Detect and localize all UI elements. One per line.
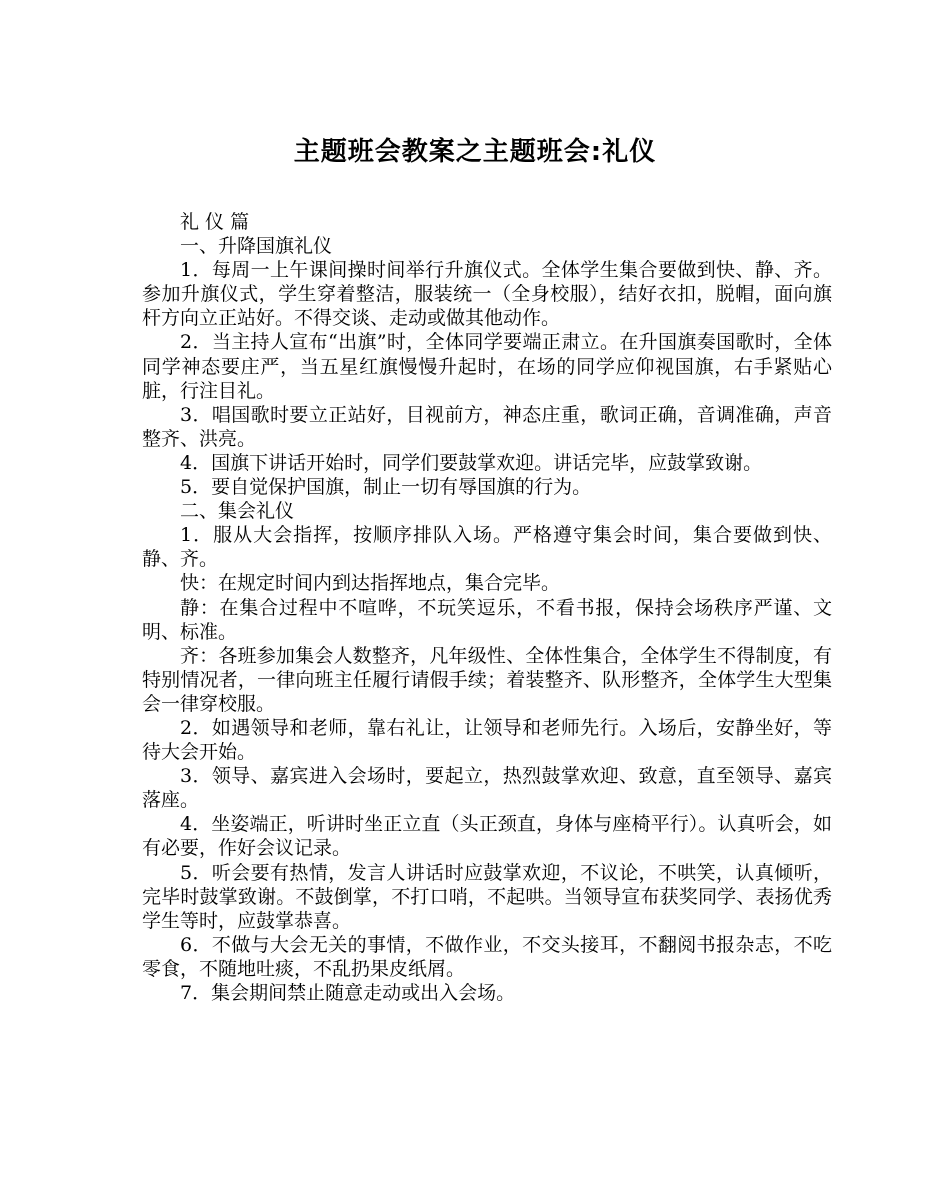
paragraph: 3．领导、嘉宾进入会场时，要起立，热烈鼓掌欢迎、致意，直至领导、嘉宾落座。 (142, 765, 832, 812)
paragraph: 1．服从大会指挥，按顺序排队入场。严格遵守集会时间，集合要做到快、静、齐。 (142, 524, 832, 571)
paragraph: 4．坐姿端正，听讲时坐正立直（头正颈直，身体与座椅平行）。认真听会，如有必要，作好会议记录。 (142, 813, 832, 860)
section-heading-assembly: 二、集会礼仪 (180, 500, 295, 523)
section-heading-flag-ceremony: 一、升降国旗礼仪 (180, 235, 333, 258)
paragraph: 快：在规定时间内到达指挥地点，集合完毕。 (180, 572, 561, 595)
document-title: 主题班会教案之主题班会:礼仪 (293, 137, 657, 167)
paragraph: 2．如遇领导和老师，靠右礼让，让领导和老师先行。入场后，安静坐好，等待大会开始。 (142, 716, 832, 764)
paragraph: 2．当主持人宣布“出旗”时，全体同学要端正肃立。在升国旗奏国歌时，全体同学神态要庄严，当五星红旗慢慢升起时，在场的同学应仰视国旗，右手紧贴心脏，行注目礼。 (142, 331, 832, 402)
paragraph: 5．要自觉保护国旗，制止一切有辱国旗的行为。 (180, 476, 592, 499)
section-heading-etiquette: 礼 仪 篇 (180, 211, 250, 233)
paragraph: 5．听会要有热情，发言人讲话时应鼓掌欢迎，不议论，不哄笑，认真倾听，完毕时鼓掌致谢。不鼓倒掌，不打口哨，不起哄。当领导宣布获奖同学、表扬优秀学生等时，应鼓掌恭喜。 (142, 861, 832, 932)
paragraph: 4．国旗下讲话开始时，同学们要鼓掌欢迎。讲话完毕，应鼓掌致谢。 (180, 451, 763, 474)
paragraph: 3．唱国歌时要立正站好，目视前方，神态庄重，歌词正确，音调准确，声音整齐、洪亮。 (142, 403, 832, 450)
paragraph: 1．每周一上午课间操时间举行升旗仪式。全体学生集合要做到快、静、齐。参加升旗仪式，学生穿着整洁，服装统一（全身校服），结好衣扣，脱帽，面向旗杆方向立正站好。不得交谈、走动或做其他动作。 (142, 259, 832, 330)
paragraph: 齐：各班参加集会人数整齐，凡年级性、全体性集合，全体学生不得制度，有特别情况者，一律向班主任履行请假手续；着装整齐、队形整齐，全体学生大型集会一律穿校服。 (142, 644, 832, 715)
paragraph: 6．不做与大会无关的事情，不做作业，不交头接耳，不翻阅书报杂志，不吃零食，不随地吐痰，不乱扔果皮纸屑。 (142, 933, 832, 980)
paragraph: 7．集会期间禁止随意走动或出入会场。 (180, 982, 516, 1004)
paragraph: 静：在集合过程中不喧哗，不玩笑逗乐，不看书报，保持会场秩序严谨、文明、标准。 (142, 596, 832, 643)
document-body (142, 210, 832, 1005)
